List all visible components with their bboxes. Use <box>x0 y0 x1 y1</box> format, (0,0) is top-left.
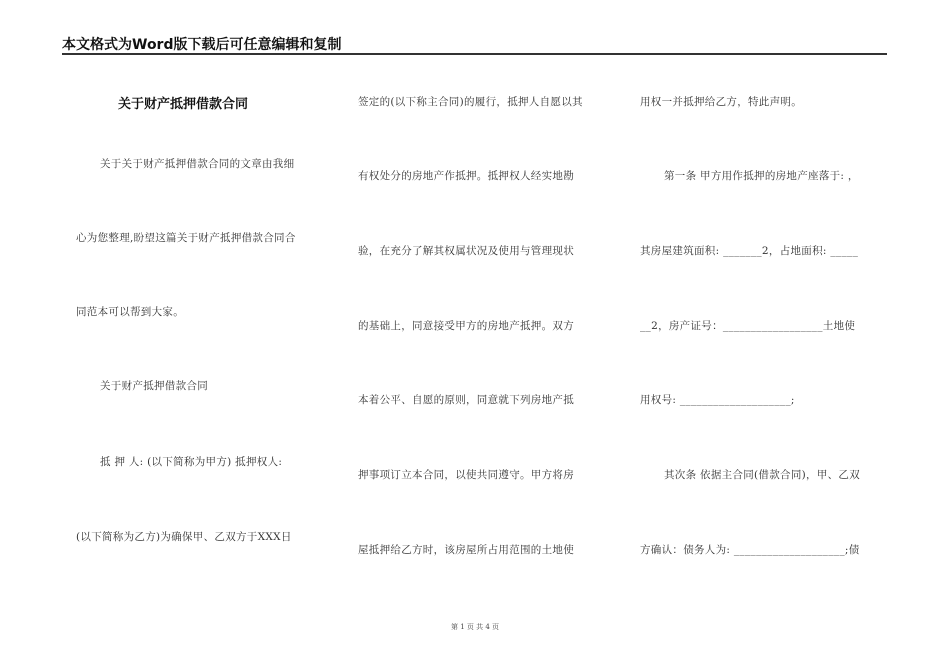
text-line: __2，房产证号：__________________土地使 <box>640 320 856 332</box>
text-line: 押事项订立本合同，以使共同遵守。甲方将房 <box>358 469 574 481</box>
text-line: 有权处分的房地产作抵押。抵押权人经实地勘 <box>358 170 574 182</box>
text-line: 本着公平、自愿的原则，同意就下列房地产抵 <box>358 394 574 406</box>
text-line: 用权号: ____________________; <box>640 394 795 406</box>
page-number: 第 1 页 共 4 页 <box>450 623 500 631</box>
document-title: 关于财产抵押借款合同 <box>118 97 249 112</box>
text-line: 签定的(以下称主合同)的履行，抵押人自愿以其 <box>358 96 583 108</box>
text-line: 心为您整理,盼望这篇关于财产抵押借款合同合 <box>76 232 296 244</box>
document-header <box>62 34 887 55</box>
clause-heading: 其次条 依据主合同(借款合同)，甲、乙双 <box>664 469 861 481</box>
header-title: 本文格式为Word版下载后可任意编辑和复制 <box>62 37 342 53</box>
text-line: 关于关于财产抵押借款合同的文章由我细 <box>100 158 295 170</box>
clause-heading: 第一条 甲方用作抵押的房地产座落于: ， <box>664 170 859 182</box>
text-line: 用权一并抵押给乙方，特此声明。 <box>640 96 802 108</box>
text-line: 的基础上，同意接受甲方的房地产抵押。双方 <box>358 320 574 332</box>
section-heading: 关于财产抵押借款合同 <box>100 380 208 392</box>
text-line: (以下简称为乙方)为确保甲、乙双方于XXX日 <box>76 531 292 543</box>
text-line: 屋抵押给乙方时，该房屋所占用范围的土地使 <box>358 544 574 556</box>
text-line: 抵 押 人: (以下简称为甲方) 抵押权人: <box>100 456 283 468</box>
text-line: 验，在充分了解其权属状况及使用与管理现状 <box>358 245 574 257</box>
text-line: 其房屋建筑面积: _______2，占地面积: _____ <box>640 245 859 257</box>
text-line: 方确认：债务人为: ____________________;债 <box>640 544 860 556</box>
text-line: 同范本可以帮到大家。 <box>76 306 184 318</box>
